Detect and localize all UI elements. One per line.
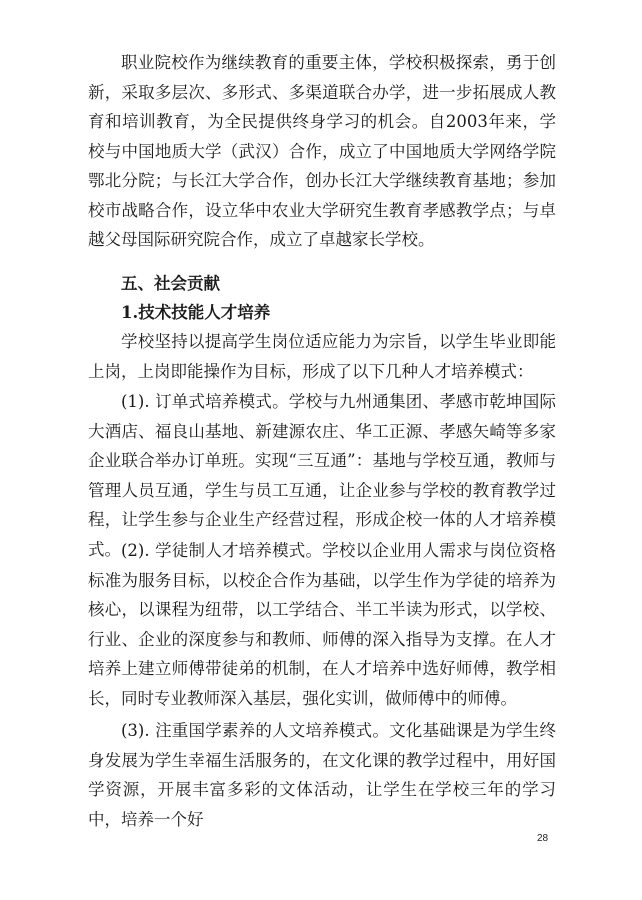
paragraph-training-goal: 学校坚持以提高学生岗位适应能力为宗旨，以学生毕业即能上岗，上岗即能操作为目标，形成了以下几种人才培养模式： — [88, 332, 556, 381]
paragraph-continuing-education: 职业院校作为继续教育的重要主体，学校积极探索，勇于创新，采取多层次、多形式、多渠道联合办学，进一步拓展成人教育和培训教育，为全民提供终身学习的机会。自2003年来，学校与中国地质大学（武汉）合作，成立了中国地质大学网络学院鄂北分院；与长江大学合作，创办长江大学继续教育基地；参加校市战略合作，设立华中农业大学研究生教育孝感教学点；与卓越父母国际研究院合作，成立了卓越家长学校。 — [88, 53, 556, 249]
subsection-heading-talent-training: 1.技术技能人才培养 — [121, 303, 271, 322]
paragraph-apprenticeship-model: (2). 学徒制人才培养模式。学校以企业用人需求与岗位资格标准为服务目标，以校企合作为基础，以学生作为学徒的培养为核心，以课程为纽带，以工学结合、半工半读为形式，以学校、行业、企业的深度参与和教师、师傅的深入指导为支撑。在人才培养上建立师傅带徒弟的机制，在人才培养中选好师傅，教学相长，同时专业教师深入基层，强化实训，做师傅中的师傅。 — [88, 541, 556, 708]
paragraph-order-based-model: (1). 订单式培养模式。学校与九州通集团、孝感市乾坤国际大酒店、福良山基地、新建源农庄、华工正源、孝感矢崎等多家企业联合举办订单班。实现“三互通”：基地与学校互通，教师与管理人员互通，学生与员工互通，让企业参与学校的教育教学过程，让学生参与企业生产经营过程，形成企校一体的人才培养模式。 — [88, 392, 556, 559]
paragraph-humanities-model: (3). 注重国学素养的人文培养模式。文化基础课是为学生终身发展为学生幸福生活服务的，在文化课的教学过程中，用好国学资源，开展丰富多彩的文体活动，让学生在学校三年的学习中，培养一个好 — [88, 721, 556, 829]
page-number: 28 — [537, 833, 549, 844]
section-heading-social-contribution: 五、社会贡献 — [121, 274, 220, 293]
